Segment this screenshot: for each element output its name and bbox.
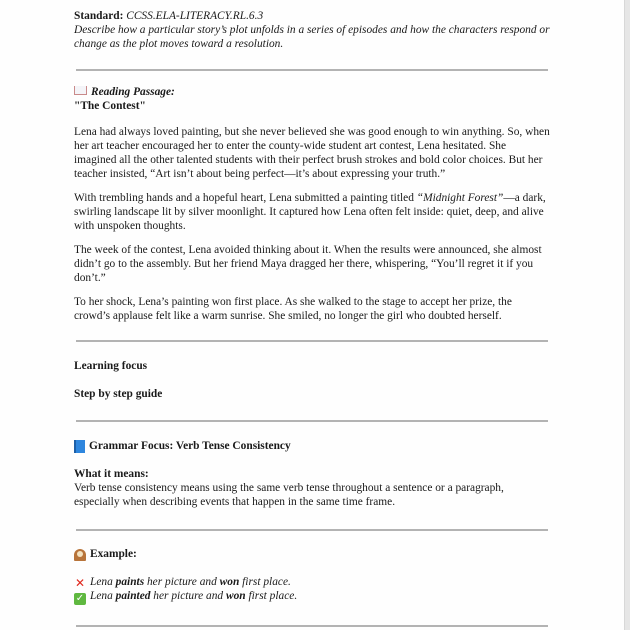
example-text: Lena <box>90 590 116 602</box>
divider <box>76 69 548 71</box>
passage-paragraph-3: The week of the contest, Lena avoided thinking about it. When the results were announced, she almost didn’t go to the assembly. But her friend Maya dragged her there, whispering, “You’ll regret it if you don’t.” <box>74 244 542 284</box>
what-it-means-text: Verb tense consistency means using the same verb tense throughout a sentence or a paragraph, especially when describing events that happen in the same time frame. <box>74 482 504 508</box>
example-text: her picture and <box>150 590 226 602</box>
mantelpiece-clock-icon <box>74 548 86 561</box>
cross-mark-icon: ✕ <box>74 576 86 590</box>
example-heading-row <box>74 547 550 561</box>
p2-text-before: With trembling hands and a hopeful heart, Lena submitted a painting titled <box>74 192 417 204</box>
vertical-scrollbar[interactable] <box>624 0 630 630</box>
divider <box>76 340 548 342</box>
standard-line <box>74 9 550 23</box>
example-verb: won <box>219 576 240 588</box>
example-text: Lena <box>90 576 116 588</box>
correct-example <box>74 589 550 605</box>
example-text: her picture and <box>144 576 220 588</box>
example-heading: Example: <box>90 548 137 560</box>
learning-focus-heading: Learning focus <box>74 360 148 372</box>
blue-book-icon <box>74 440 85 453</box>
example-verb: paints <box>115 576 145 588</box>
example-text: first place. <box>239 576 291 588</box>
wrong-example <box>74 575 550 589</box>
step-guide-heading: Step by step guide <box>74 388 163 400</box>
passage-title: "The Contest" <box>74 100 146 112</box>
standard-label: Standard: <box>74 10 124 22</box>
example-verb: won <box>225 590 246 602</box>
divider <box>76 625 548 627</box>
standard-code: CCSS.ELA-LITERACY.RL.6.3 <box>126 10 264 22</box>
passage-paragraph-1: Lena had always loved painting, but she never believed she was good enough to win anything. So, when her art teacher encouraged her to enter the county-wide student art contest, Lena hesitated. She imagined all the other talented students with their perfect brush strokes and bold color choices. But her teacher insisted, “Art isn’t about being perfect—it’s about expressing your truth.” <box>74 126 550 180</box>
check-mark-icon: ✓ <box>75 593 85 604</box>
reading-heading: Reading Passage: <box>91 86 175 98</box>
example-verb: painted <box>115 590 151 602</box>
p2-text-after: —a dark, swirling landscape lit by silver moonlight. It captured how Lena often felt inside: quiet, deep, and alive with unspoken thoughts. <box>74 192 546 232</box>
grammar-heading-row <box>74 439 550 453</box>
reading-heading-row <box>74 85 550 99</box>
painting-title: “Midnight Forest” <box>416 192 504 204</box>
grammar-heading: Grammar Focus: Verb Tense Consistency <box>89 440 291 452</box>
open-book-icon <box>74 86 87 95</box>
standard-description: Describe how a particular story’s plot unfolds in a series of episodes and how the characters respond or change as the plot moves toward a resolution. <box>74 24 550 50</box>
divider <box>76 529 548 531</box>
example-text: first place. <box>245 590 298 602</box>
document-page <box>74 0 550 627</box>
passage-paragraph-4: To her shock, Lena’s painting won first place. As she walked to the stage to accept her prize, the crowd’s applause felt like a warm sunrise. She smiled, no longer the girl who doubted herself. <box>74 296 512 322</box>
what-it-means-label: What it means: <box>74 468 149 480</box>
divider <box>76 420 548 422</box>
passage-paragraph-2 <box>74 191 550 233</box>
